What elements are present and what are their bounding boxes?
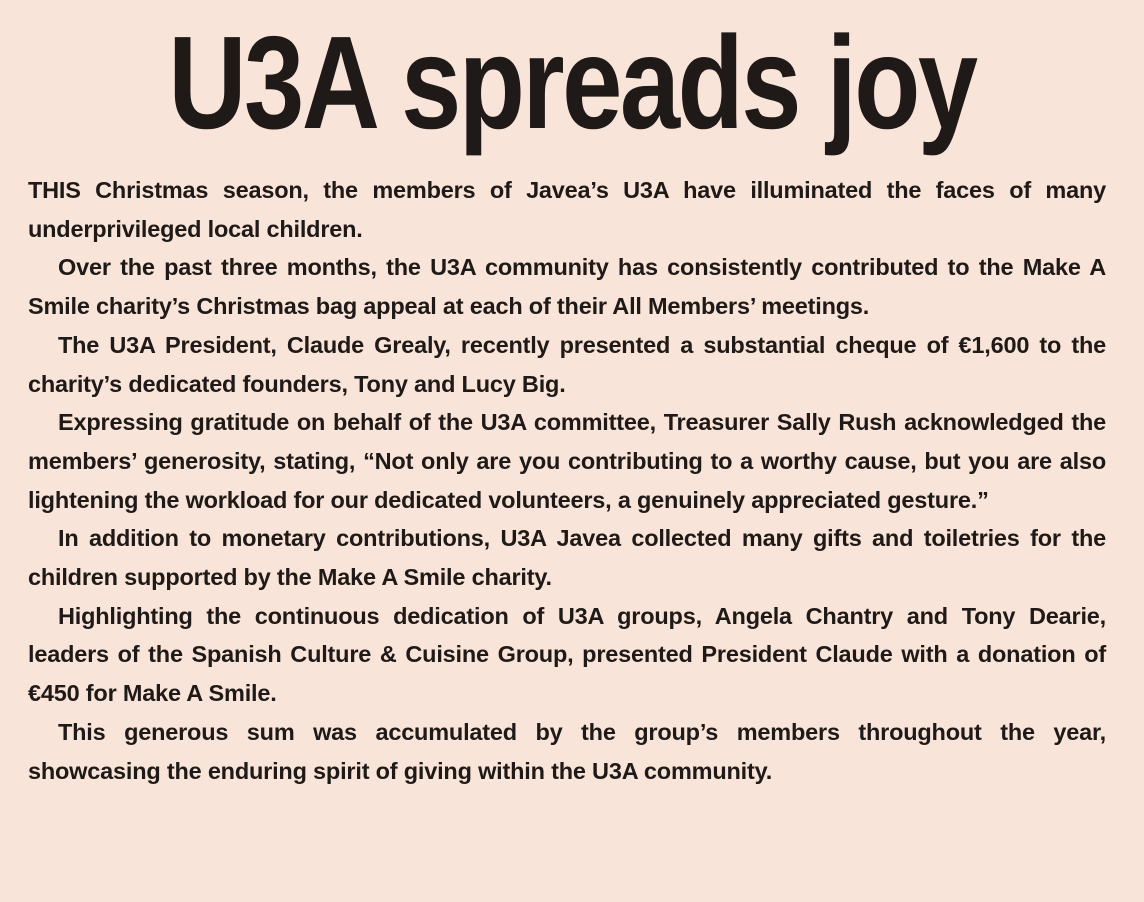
article-body: [28, 171, 1106, 790]
article-headline: U3A spreads joy: [168, 9, 976, 156]
article-paragraph: Expressing gratitude on behalf of the U3A committee, Treasurer Sally Rush acknowledged the members’ generosity, stating, “Not only are you contributing to a worthy cause, but you are also lightening the workload for our dedicated volunteers, a genuinely appreciated gesture.”: [28, 409, 1106, 513]
article-paragraph: In addition to monetary contributions, U3A Javea collected many gifts and toiletries for the children supported by the Make A Smile charity.: [28, 525, 1106, 591]
article-paragraph: Over the past three months, the U3A community has consistently contributed to the Make A Smile charity’s Christmas bag appeal at each of their All Members’ meetings.: [28, 254, 1106, 320]
article-paragraph: Highlighting the continuous dedication of U3A groups, Angela Chantry and Tony Dearie, leaders of the Spanish Culture & Cuisine Group, presented President Claude with a donation of €450 for Make A Smile.: [28, 602, 1106, 707]
article-paragraph: This generous sum was accumulated by the group’s members throughout the year, showcasing the enduring spirit of giving within the U3A community.: [28, 718, 1106, 784]
article-paragraph: THIS Christmas season, the members of Javea’s U3A have illuminated the faces of many underprivileged local children.: [28, 177, 1106, 242]
article-paragraph: The U3A President, Claude Grealy, recently presented a substantial cheque of €1,600 to the charity’s dedicated founders, Tony and Lucy Big.: [28, 331, 1106, 397]
